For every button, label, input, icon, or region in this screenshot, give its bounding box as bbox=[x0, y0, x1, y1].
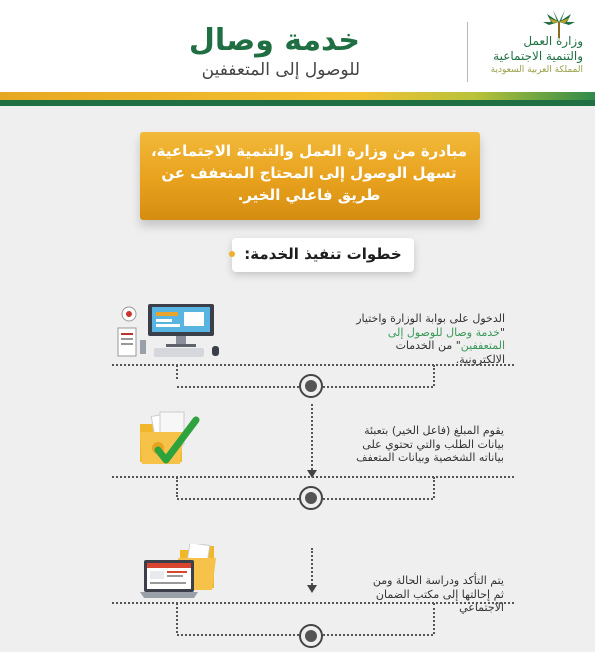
step-2-node bbox=[299, 486, 323, 510]
step-2-vertical-line bbox=[311, 404, 313, 474]
ministry-country: المملكة العربية السعودية bbox=[490, 65, 583, 75]
step-3-vertical-line bbox=[311, 548, 313, 588]
step-3-arrow-icon bbox=[307, 585, 317, 593]
step-1-highlight: خدمة وصال للوصول إلى المتعففين bbox=[387, 325, 505, 352]
ministry-line1: وزارة العمل bbox=[523, 34, 583, 48]
step-3-connector-left bbox=[176, 603, 178, 633]
step-2-link-left bbox=[177, 498, 299, 500]
folder-check-icon bbox=[138, 408, 202, 468]
header-stripe-green bbox=[0, 100, 595, 106]
step-1-dotted-line bbox=[112, 364, 514, 366]
step-2-connector-left bbox=[176, 477, 178, 497]
steps-heading: خطوات تنفيذ الخدمة: bbox=[244, 245, 402, 263]
step-1-connector-right bbox=[433, 365, 435, 386]
step-1-link-right bbox=[323, 386, 433, 388]
step-2-text: يقوم المبلغ (فاعل الخير) بتعبئة بيانات الطلب والتي تحتوي على بياناته الشخصية وبيانات المتعفف bbox=[356, 424, 504, 464]
step-3-link-left bbox=[177, 634, 299, 636]
step-3-connector-right bbox=[433, 603, 435, 634]
step-1-text-after: " من الخدمات الالكترونية. bbox=[395, 339, 505, 366]
header-divider bbox=[467, 22, 468, 82]
step-3-node bbox=[299, 624, 323, 648]
step-2-dotted-line bbox=[112, 476, 514, 478]
header-stripe-gold bbox=[0, 92, 595, 100]
step-1-connector-left bbox=[176, 365, 178, 379]
service-subtitle: للوصول إلى المتعففين bbox=[201, 60, 360, 80]
service-title: خدمة وصال bbox=[188, 23, 360, 58]
ministry-line2: والتنمية الاجتماعية bbox=[493, 49, 583, 63]
laptop-folder-icon bbox=[140, 544, 220, 604]
step-1-text-before: الدخول على بوابة الوزارة واختيار " bbox=[356, 312, 505, 339]
intro-banner-text: مبادرة من وزارة العمل والتنمية الاجتماعية، تسهل الوصول إلى المحتاج المتعفف عن طريق فاعلي الخير. bbox=[150, 142, 468, 204]
step-3-dotted-line bbox=[112, 602, 514, 604]
step-1-node bbox=[299, 374, 323, 398]
step-3-text: يتم التأكد ودراسة الحالة ومن ثم إحالتها إلى مكتب الضمان الاجتماعي bbox=[372, 574, 504, 614]
step-1-text bbox=[345, 312, 505, 366]
step-1-link-left bbox=[177, 386, 299, 388]
step-2-link-right bbox=[323, 498, 433, 500]
step-3-link-right bbox=[323, 634, 433, 636]
ministry-name bbox=[463, 34, 583, 76]
computer-icon bbox=[112, 302, 230, 360]
step-2-connector-right bbox=[433, 477, 435, 498]
